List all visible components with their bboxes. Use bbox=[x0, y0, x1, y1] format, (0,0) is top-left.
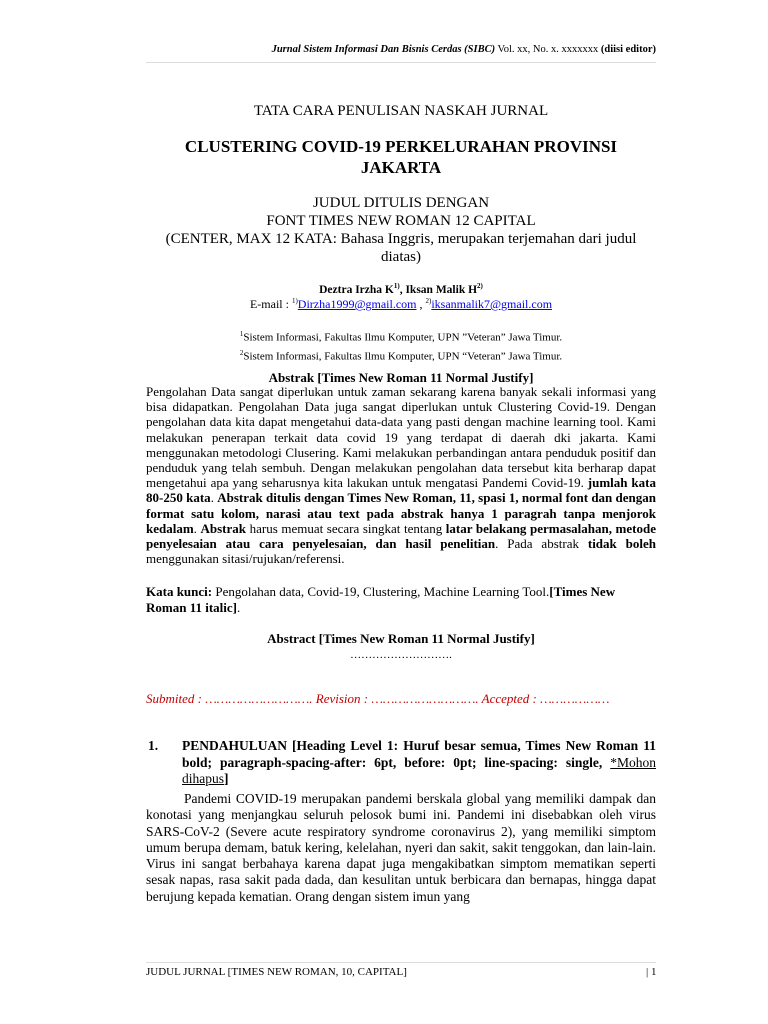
keywords-note: [Times New Roman 11 italic] bbox=[146, 584, 616, 615]
title-instructions bbox=[146, 194, 656, 266]
keywords bbox=[146, 584, 656, 615]
abstrak-text-4: harus memuat secara singkat tentang bbox=[246, 520, 446, 536]
affiliations bbox=[146, 327, 656, 364]
email-link-1[interactable]: Dirzha1999@gmail.com bbox=[297, 297, 417, 311]
title-instruction-line2: FONT TIMES NEW ROMAN 12 CAPITAL bbox=[266, 213, 536, 229]
accepted-label: Accepted : bbox=[481, 691, 541, 706]
abstrak-text-1: Pengolahan Data sangat diperlukan untuk zaman sekarang karena banyak sekali informasi yang bisa didapatkan. Pengolahan Data juga sangat diperlukan untuk Clustering Covid-19. Dengan pengolahan data kita dapat mengetahui data-data yang pasti dengan machine learning tool. Kami melakukan penerapan terkait data covid 19 yang terdapat di daerah dki jakarta. Kami menggunakan metodologi Clusering. Kami melakukan perbandingan antara penduduk positif dan penduduk yang telah sembuh. Dengan melakukan pengolahan data tersebut kita berharap dapat mengetahui apa yang seharusnya kita lakukan untuk mengatasi Pandemi Covid-19. bbox=[146, 384, 656, 491]
abstrak-text-3: . bbox=[193, 520, 201, 536]
abstrak-bold-2: Abstrak ditulis dengan Times New Roman, 11, spasi 1, normal font dan dengan format satu kolom, narasi atau text pada abstrak hanya 1 paragrah tanpa menjorok kedalam bbox=[146, 490, 657, 536]
email-separator: , bbox=[416, 297, 426, 311]
footer-divider bbox=[146, 962, 656, 963]
email-line bbox=[146, 297, 656, 312]
section-heading-note: *Mohon dihapus bbox=[182, 754, 656, 786]
header-divider bbox=[146, 62, 656, 63]
email-label: E-mail : bbox=[249, 297, 292, 311]
affiliation-1-marker: 1 bbox=[239, 330, 244, 338]
editor-note: (diisi editor) bbox=[600, 44, 656, 55]
journal-volume: Vol. xx, No. x. xxxxxxx bbox=[497, 44, 599, 55]
title-instruction-line3: (CENTER, MAX 12 KATA: Bahasa Inggris, merupakan terjemahan dari judul diatas) bbox=[165, 231, 637, 265]
author-2: Iksan Malik H bbox=[405, 283, 478, 296]
intro-paragraph: Pandemi COVID-19 merupakan pandemi berskala global yang memiliki dampak dan konotasi yang menjangkau seluruh pelosok bumi ini. Pandemi ini disebabkan oleh virus SARS-CoV-2 (Severe acute respiratory syndrome coronavirus 2), yang memiliki simptom umum berupa demam, batuk kering, kelelahan, nyeri dan sakit, sakit tenggokan, dan lain-lain. Virus ini sangat berbahaya karena dapat juga mengakibatkan simptom mematikan seperti sesak napas, rasa sakit pada dada, dan kesulitan untuk berbicara dan bernapas, hingga dapat berujung kepada kematian. Orang dengan sistem imun yang bbox=[146, 791, 656, 904]
keywords-text: Pengolahan data, Covid-19, Clustering, Machine Learning Tool. bbox=[212, 584, 550, 599]
accepted-value: ……………… bbox=[540, 691, 610, 706]
section-heading-close: ] bbox=[224, 771, 229, 786]
author-2-marker: 2) bbox=[477, 282, 483, 290]
revision-value: ………………………. bbox=[371, 691, 482, 706]
author-1-marker: 1) bbox=[393, 282, 400, 290]
email-link-2[interactable]: iksanmalik7@gmail.com bbox=[431, 297, 553, 311]
affiliation-2 bbox=[146, 346, 656, 365]
email-1-marker: 1) bbox=[291, 297, 298, 305]
abstrak-bold-5: tidak boleh bbox=[587, 536, 656, 552]
abstrak-text-5: . Pada abstrak bbox=[495, 536, 588, 552]
paper-title: CLUSTERING COVID-19 PERKELURAHAN PROVINSI JAKARTA bbox=[184, 137, 618, 177]
submitted-value: ………………………. bbox=[205, 691, 316, 706]
submission-dates bbox=[146, 691, 656, 707]
abstrak-heading: Abstrak [Times New Roman 11 Normal Justify] bbox=[268, 370, 534, 385]
running-footer: JUDUL JURNAL [TIMES NEW ROMAN, 10, CAPITAL] bbox=[146, 966, 407, 978]
author-1: Deztra Irzha K bbox=[319, 283, 394, 296]
email-2-marker: 2) bbox=[425, 297, 432, 305]
submitted-label: Submited : bbox=[146, 691, 206, 706]
revision-label: Revision : bbox=[315, 691, 372, 706]
author-list bbox=[146, 282, 656, 296]
journal-name: Jurnal Sistem Informasi Dan Bisnis Cerdas (SIBC) bbox=[271, 44, 496, 55]
title-instruction-line1: JUDUL DITULIS DENGAN bbox=[312, 195, 490, 211]
abstract-heading: Abstract [Times New Roman 11 Normal Justify] bbox=[267, 631, 535, 646]
affiliation-1-text: Sistem Informasi, Fakultas Ilmu Komputer, UPN ”Veteran” Jawa Timur. bbox=[243, 331, 563, 344]
keywords-label: Kata kunci: bbox=[146, 584, 213, 599]
abstrak-text-2: . bbox=[210, 490, 218, 506]
abstrak-body bbox=[146, 384, 656, 566]
affiliation-2-text: Sistem Informasi, Fakultas Ilmu Komputer, UPN “Veteran” Jawa Timur. bbox=[243, 350, 563, 363]
section-number: 1. bbox=[148, 738, 159, 753]
abstrak-text-6: menggunakan sitasi/rujukan/referensi. bbox=[146, 551, 345, 567]
guide-title: TATA CARA PENULISAN NASKAH JURNAL bbox=[253, 103, 549, 119]
abstrak-bold-1: jumlah kata 80-250 kata bbox=[146, 475, 656, 506]
affiliation-2-marker: 2 bbox=[239, 348, 244, 357]
abstract-placeholder: ………………………. bbox=[350, 649, 452, 661]
running-header bbox=[146, 44, 656, 55]
section-heading-text: PENDAHULUAN [Heading Level 1: Huruf besar semua, Times New Roman 11 bold; paragraph-spacing-after: 6pt, before: 0pt; line-spacing: single, bbox=[182, 738, 656, 770]
keywords-end: . bbox=[237, 599, 241, 615]
affiliation-1 bbox=[146, 327, 656, 346]
section-heading bbox=[182, 738, 656, 788]
abstrak-bold-4: latar belakang permasalahan, metode penyelesaian atau cara penyelesaian, dan hasil penelitian bbox=[146, 520, 656, 552]
author-separator: , bbox=[399, 283, 406, 296]
abstrak-bold-3: Abstrak bbox=[200, 520, 247, 536]
page-number: | 1 bbox=[646, 966, 657, 978]
